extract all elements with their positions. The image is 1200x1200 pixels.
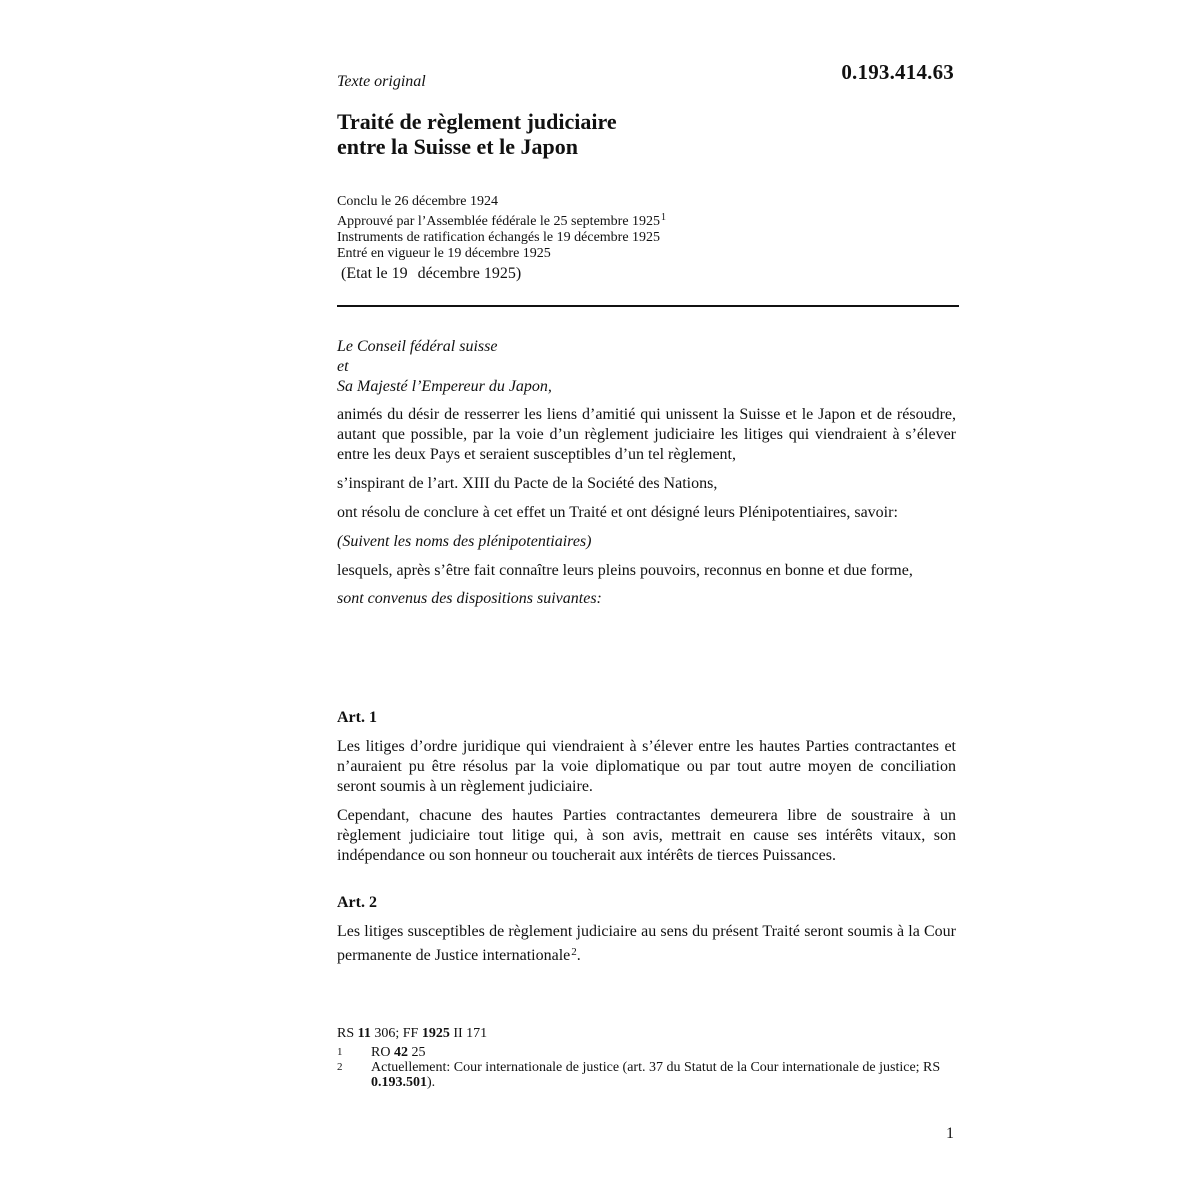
- concluded-date: Conclu le 26 décembre 1924: [337, 194, 498, 209]
- preamble: [337, 337, 956, 609]
- preamble-paragraph: animés du désir de resserrer les liens d’amitié qui unissent la Suisse et le Japon et de résoudre, autant que possible, par la voie d’un règlement judiciaire les litiges qui viendraient à s’élever entre les deux Pays et seraient susceptibles d’un tel règlement,: [337, 406, 956, 463]
- header-divider: [337, 305, 959, 307]
- footnote-number: 1: [337, 1046, 343, 1058]
- articles: [337, 708, 956, 966]
- title-line-2: entre la Suisse et le Japon: [337, 134, 578, 159]
- article-1-paragraph: Les litiges d’ordre juridique qui viendraient à s’élever entre les hautes Parties contractantes et n’auraient pu être résolus par la voie diplomatique ou par tout autre moyen de conciliation seront soumis à un règlement judiciaire.: [337, 738, 956, 795]
- footnote-1: [337, 1045, 956, 1060]
- preamble-paragraph: s’inspirant de l’art. XIII du Pacte de la Société des Nations,: [337, 475, 718, 492]
- plenipotentiaries-note: (Suivent les noms des plénipotentiaires): [337, 533, 592, 550]
- document-title: [337, 109, 956, 159]
- agreed-provisions: sont convenus des dispositions suivantes:: [337, 590, 602, 607]
- party-2: Sa Majesté l’Empereur du Japon,: [337, 378, 552, 395]
- footnote-number: 2: [337, 1061, 343, 1073]
- treaty-metadata: [337, 194, 956, 262]
- sr-number: 0.193.414.63: [841, 60, 954, 84]
- preamble-paragraph: ont résolu de conclure à cet effet un Traité et ont désigné leurs Plénipotentiaires, savoir:: [337, 504, 898, 521]
- source-reference: RS 11 306; FF 1925 II 171: [337, 1026, 488, 1041]
- footnote-ref-1[interactable]: 1: [661, 212, 667, 223]
- article-1-title: Art. 1: [337, 709, 377, 726]
- article-2-title: Art. 2: [337, 894, 377, 911]
- ratification-date: Instruments de ratification échangés le 19 décembre 1925: [337, 230, 661, 245]
- entry-into-force-date: Entré en vigueur le 19 décembre 1925: [337, 246, 551, 261]
- party-1: Le Conseil fédéral suisse: [337, 338, 498, 355]
- article-2-paragraph: Les litiges susceptibles de règlement judiciaire au sens du présent Traité seront soumis à la Cour permanente de Justice internationale$^2$.: [337, 923, 956, 964]
- preamble-paragraph: lesquels, après s’être fait connaître leurs pleins pouvoirs, reconnus en bonne et due forme,: [337, 562, 913, 579]
- footnote-2: [337, 1060, 956, 1090]
- footnotes: [337, 1026, 956, 1090]
- footnote-ref-2[interactable]: 2: [571, 946, 577, 958]
- state-date: (Etat le 19 décembre 1925): [341, 265, 522, 282]
- footnote-text: RO 42 25: [371, 1045, 426, 1060]
- title-line-1: Traité de règlement judiciaire: [337, 109, 617, 134]
- page-number: 1: [946, 1125, 954, 1142]
- footnote-text: Actuellement: Cour internationale de justice (art. 37 du Statut de la Cour internationale de justice; RS 0.193.501).: [371, 1060, 941, 1090]
- conjunction: et: [337, 358, 349, 375]
- approved-date: Approuvé par l’Assemblée fédérale le 25 septembre 1925$^1$: [337, 212, 667, 229]
- article-1-paragraph: Cependant, chacune des hautes Parties contractantes demeurera libre de soustraire à un règlement judiciaire tout litige qui, à son avis, mettrait en cause ses intérêts vitaux, son indépendance ou son honneur ou toucherait aux intérêts de tierces Puissances.: [337, 807, 956, 864]
- original-text-label: Texte original: [337, 73, 426, 90]
